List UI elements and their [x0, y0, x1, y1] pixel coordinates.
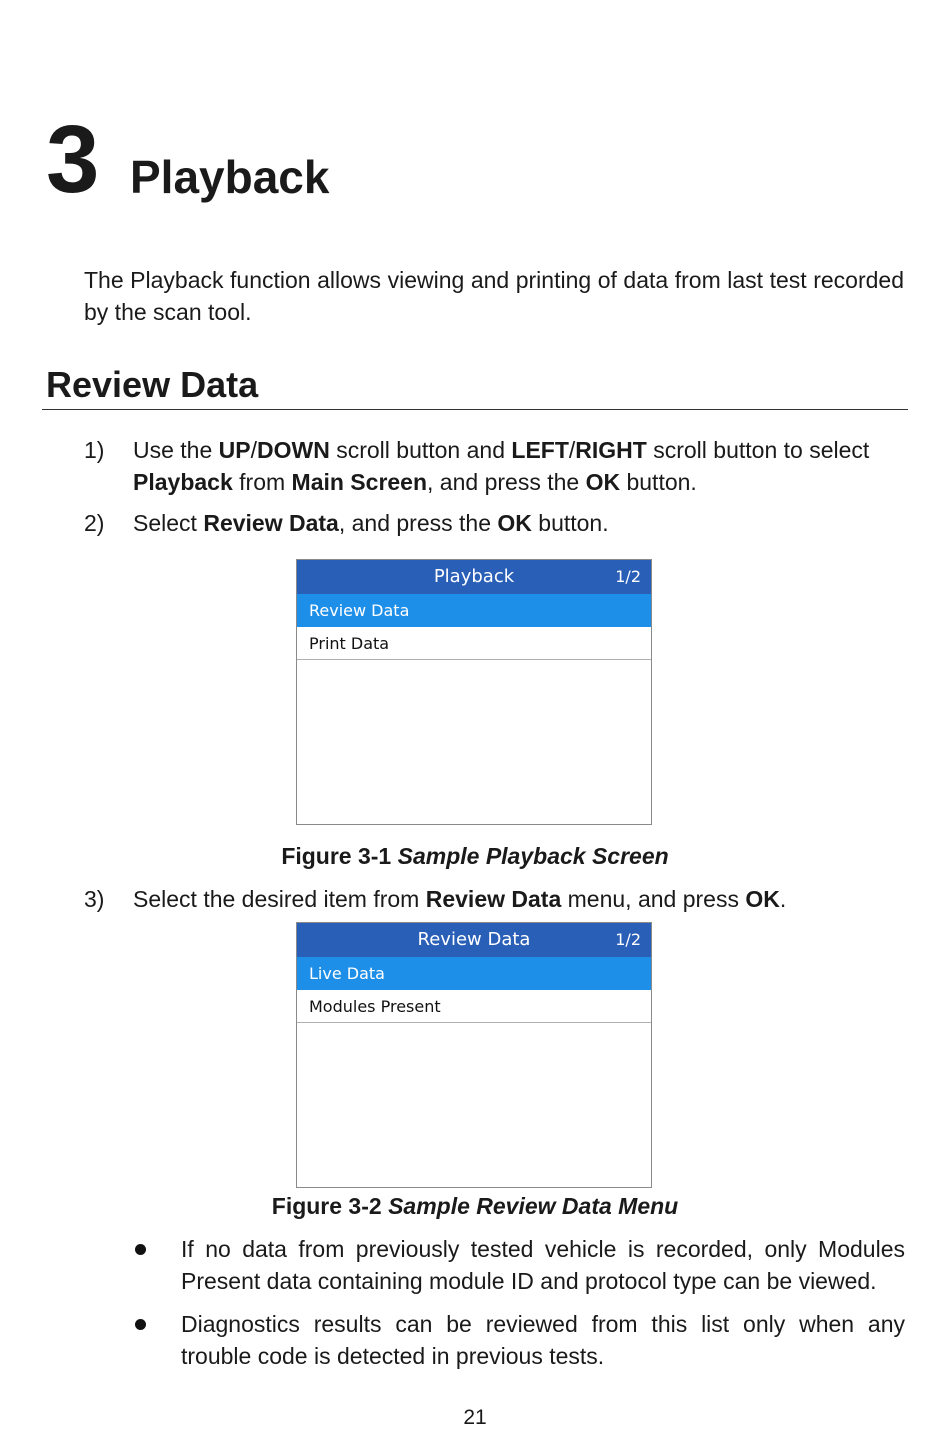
section-heading: Review Data — [46, 364, 259, 405]
bullet-dot-icon — [135, 1244, 146, 1255]
chapter-number: 3 — [46, 106, 100, 213]
intro-paragraph: The Playback function allows viewing and printing of data from last test recorded by the scan tool. — [84, 267, 904, 325]
step-1 — [84, 434, 906, 498]
screen-titlebar — [297, 923, 651, 957]
screen-title: Review Data — [417, 929, 531, 950]
step-number: 3) — [84, 886, 105, 912]
step-3 — [84, 883, 906, 915]
bullet-dot-icon — [135, 1319, 146, 1330]
playback-screen — [296, 559, 652, 825]
bullet-item — [135, 1308, 905, 1372]
step-number: 2) — [84, 510, 105, 536]
section-divider — [42, 409, 908, 410]
screen-title: Playback — [433, 566, 515, 587]
step-text: Select the desired item from Review Data menu, and press OK. — [133, 886, 787, 912]
step-2 — [84, 507, 906, 539]
chapter-title: Playback — [130, 151, 330, 203]
bullet-text: If no data from previously tested vehicle is recorded, only Modules Present data containing module ID and protocol type can be viewed. — [181, 1236, 905, 1294]
menu-item-modules-present[interactable]: Modules Present — [297, 990, 651, 1023]
menu-item-print-data[interactable]: Print Data — [297, 627, 651, 660]
step-text: Select Review Data, and press the OK button. — [133, 510, 609, 536]
page-number: 21 — [463, 1406, 487, 1429]
screen-page-indicator: 1/2 — [615, 930, 641, 949]
menu-item-review-data[interactable]: Review Data — [297, 594, 651, 627]
screen-page-indicator: 1/2 — [615, 567, 641, 586]
figure-caption: Figure 3-1 Sample Playback Screen — [281, 843, 669, 869]
review-data-screen — [296, 922, 652, 1188]
step-number: 1) — [84, 437, 105, 463]
figure-caption: Figure 3-2 Sample Review Data Menu — [271, 1193, 679, 1219]
screen-titlebar — [297, 560, 651, 594]
bullet-item — [135, 1233, 905, 1297]
bullet-text: Diagnostics results can be reviewed from this list only when any trouble code is detected in previous tests. — [181, 1311, 905, 1369]
step-text: Use the UP/DOWN scroll button and LEFT/RIGHT scroll button to select Playback from Main Screen, and press the OK button. — [133, 437, 870, 495]
menu-item-live-data[interactable]: Live Data — [297, 957, 651, 990]
